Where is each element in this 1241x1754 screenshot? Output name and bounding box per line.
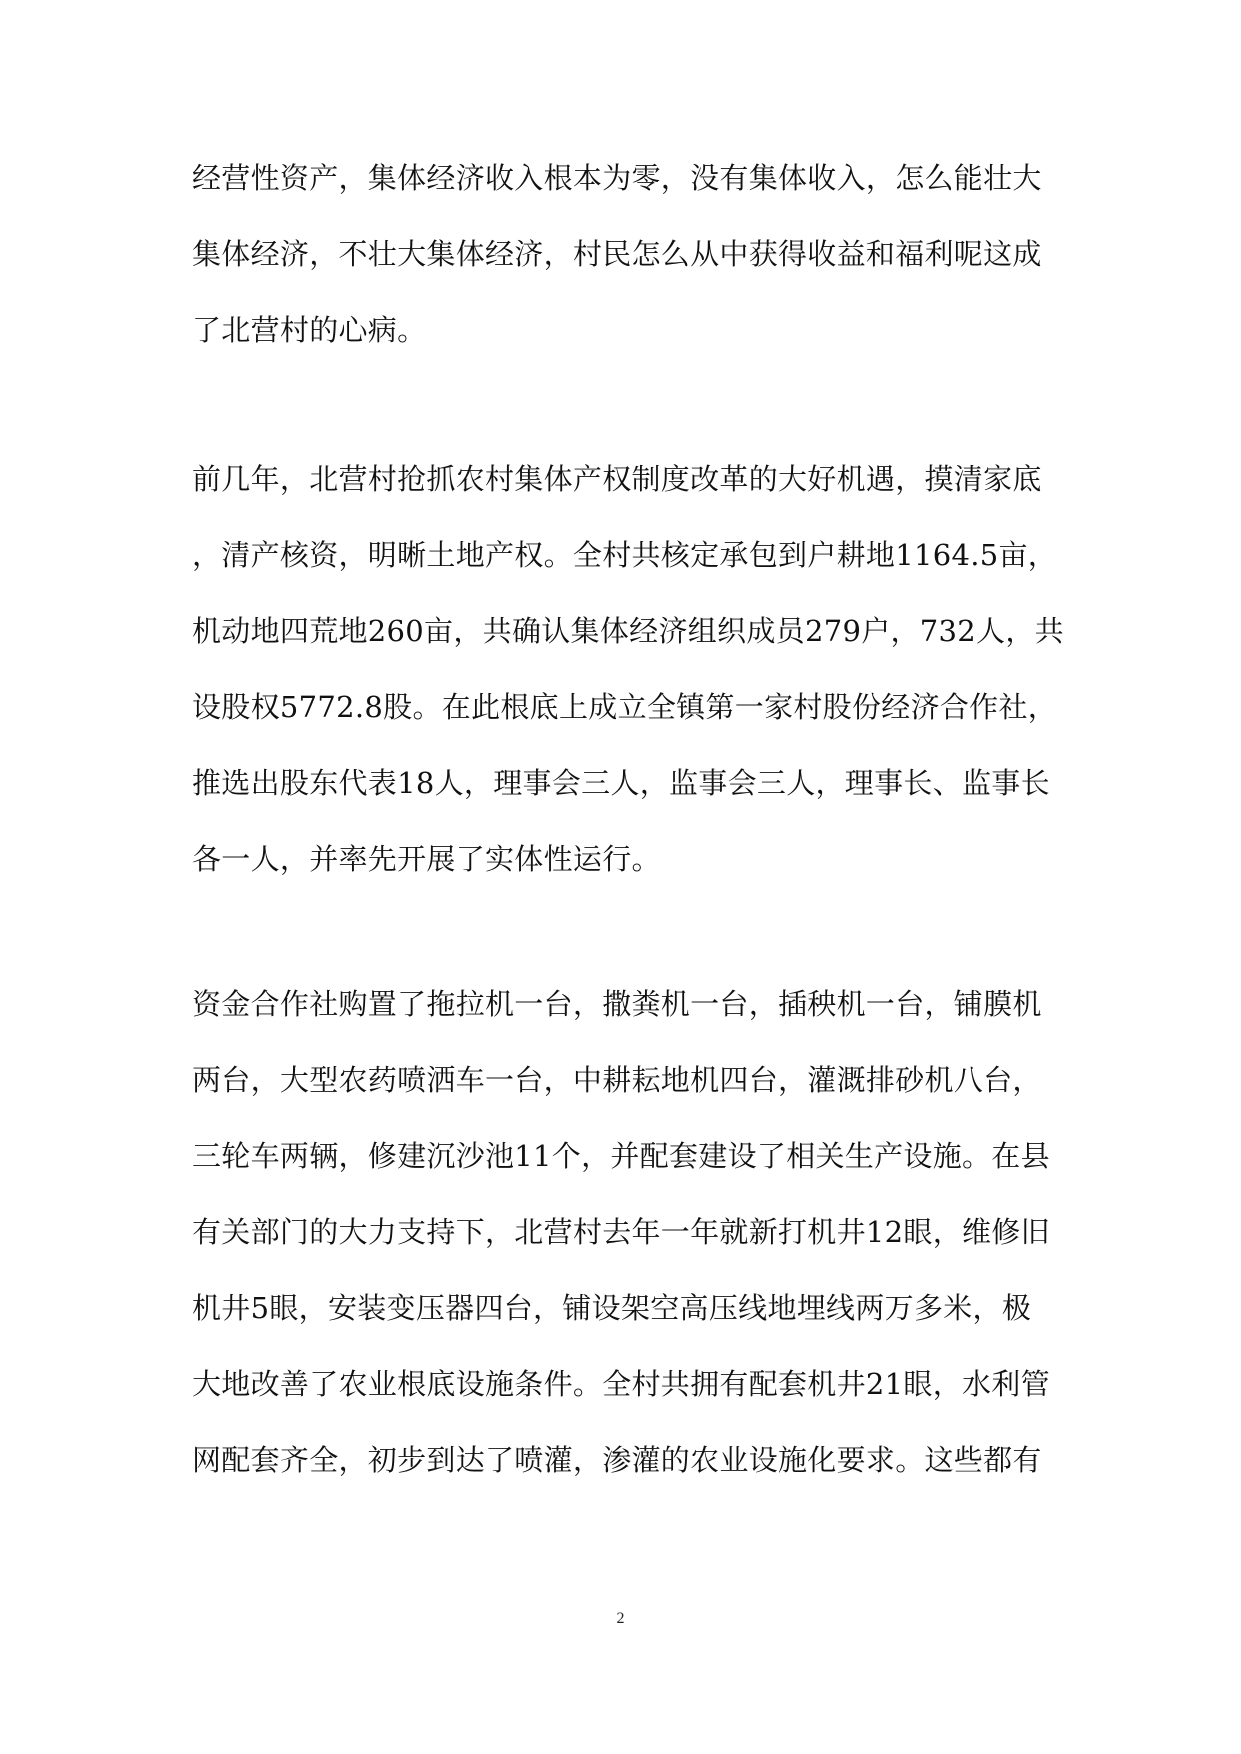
text-line: 机动地四荒地260亩，共确认集体经济组织成员279户，732人，共 <box>192 614 1064 648</box>
text-line: 资金合作社购置了拖拉机一台，撒粪机一台，插秧机一台，铺膜机 <box>192 987 1042 1021</box>
paragraph <box>192 441 1064 897</box>
text-line: ，清产核资，明晰土地产权。全村共核定承包到户耕地1164.5亩， <box>192 538 1058 572</box>
text-line: 两台，大型农药喷洒车一台，中耕耘地机四台，灌溉排砂机八台， <box>192 1063 1042 1097</box>
text-line: 经营性资产，集体经济收入根本为零，没有集体收入，怎么能壮大 <box>192 161 1042 195</box>
text-line: 网配套齐全，初步到达了喷灌，渗灌的农业设施化要求。这些都有 <box>192 1443 1042 1477</box>
text-line: 前几年，北营村抢抓农村集体产权制度改革的大好机遇，摸清家底 <box>192 462 1042 496</box>
text-line: 有关部门的大力支持下，北营村去年一年就新打机井12眼，维修旧 <box>192 1215 1050 1249</box>
text-line: 机井5眼，安装变压器四台，铺设架空高压线地埋线两万多米，极 <box>192 1291 1032 1325</box>
text-line: 设股权5772.8股。在此根底上成立全镇第一家村股份经济合作社， <box>192 690 1058 724</box>
paragraph <box>192 966 1052 1498</box>
text-line: 三轮车两辆，修建沉沙池11个，并配套建设了相关生产设施。在县 <box>192 1139 1050 1173</box>
page-number: 2 <box>616 1610 625 1627</box>
text-line: 大地改善了农业根底设施条件。全村共拥有配套机井21眼，水利管 <box>192 1367 1050 1401</box>
text-line: 了北营村的心病。 <box>192 313 427 347</box>
text-line: 推选出股东代表18人，理事会三人，监事会三人，理事长、监事长 <box>192 766 1050 800</box>
paragraph <box>192 140 1052 368</box>
text-line: 集体经济，不壮大集体经济，村民怎么从中获得收益和福利呢这成 <box>192 237 1042 271</box>
text-line: 各一人，并率先开展了实体性运行。 <box>192 842 661 876</box>
